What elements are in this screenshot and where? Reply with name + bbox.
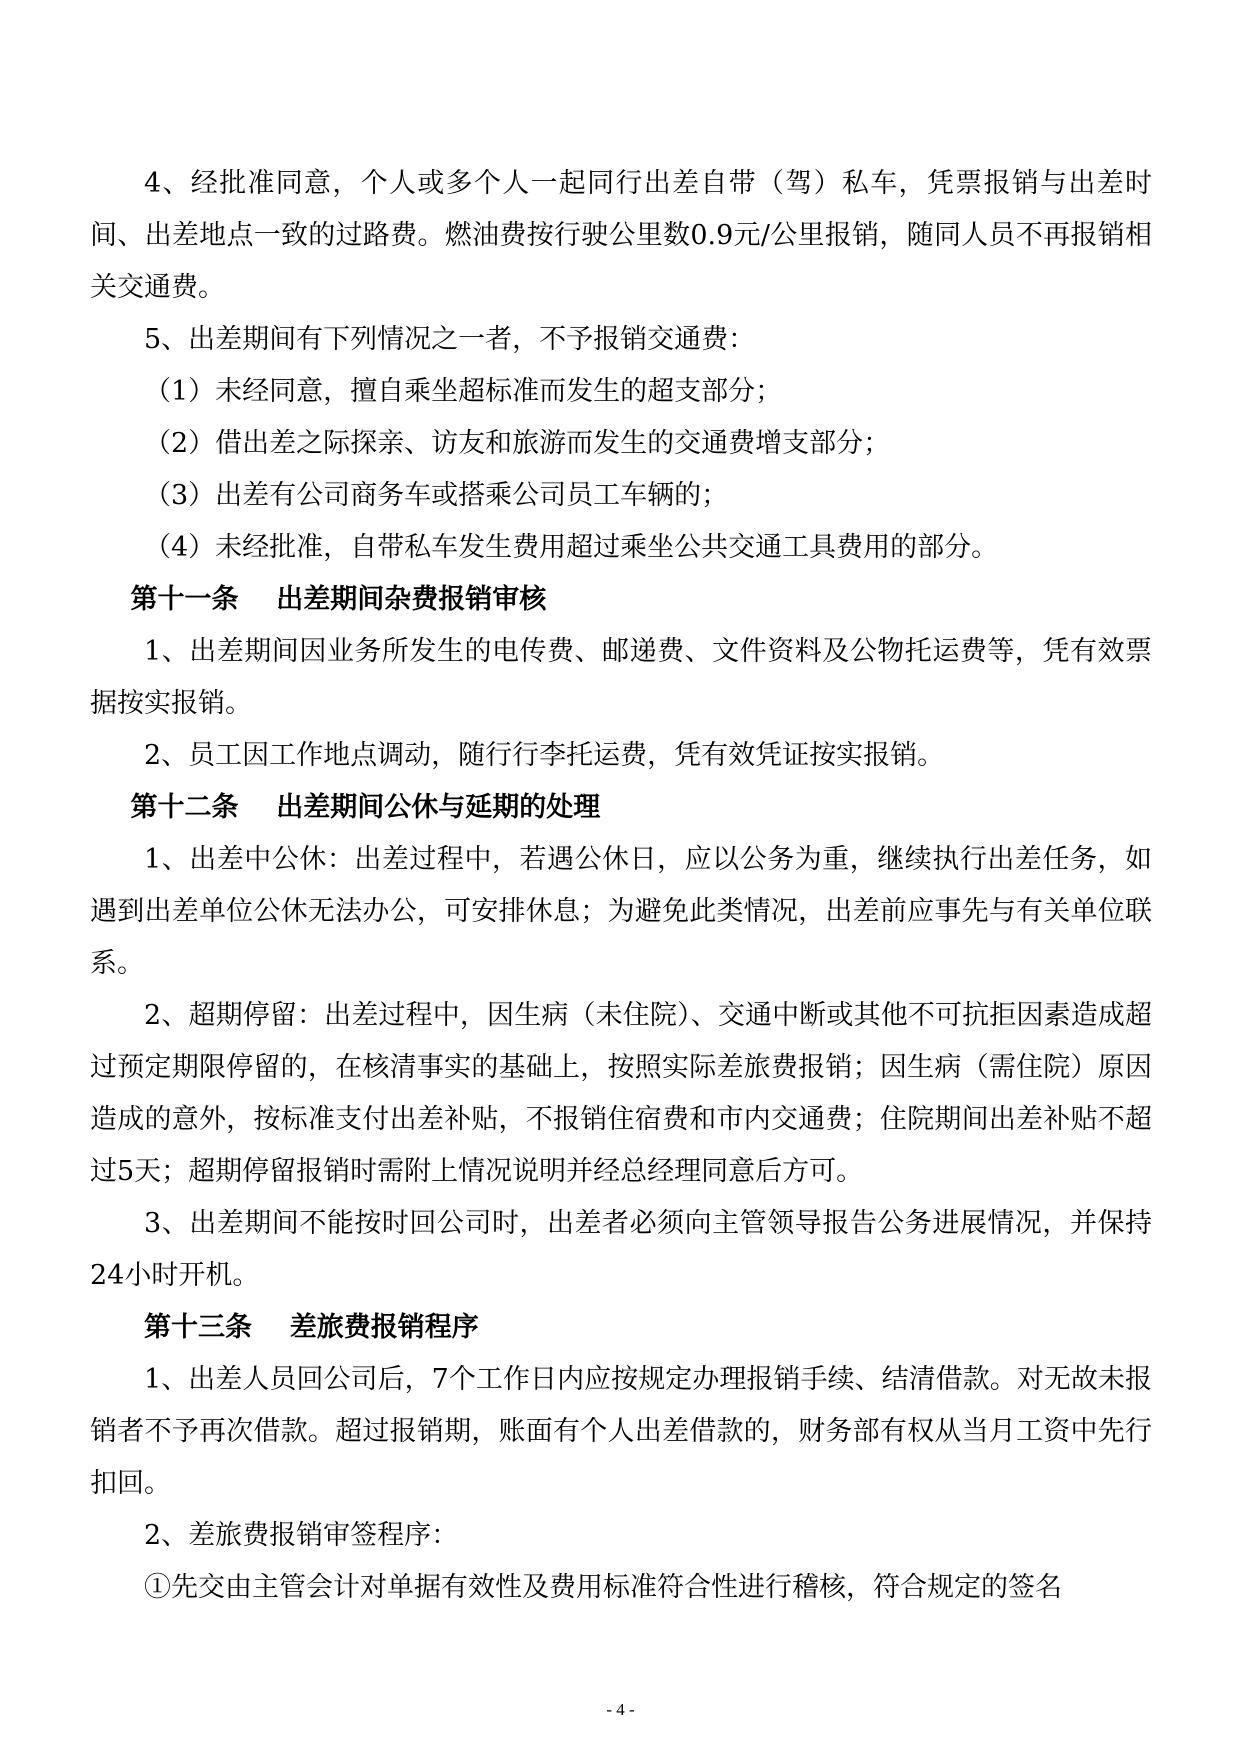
article-heading-11 [90,574,1152,626]
list-item: （4）未经批准，自带私车发生费用超过乘坐公共交通工具费用的部分。 [144,532,999,563]
article-title: 差旅费报销程序 [289,1312,479,1343]
document-page [90,158,1152,1614]
article-title: 出差期间杂费报销审核 [276,584,547,615]
paragraph: 4、经批准同意，个人或多个人一起同行出差自带（驾）私车，凭票报销与出差时间、出差地点一致的过路费。燃油费按行驶公里数0.9元/公里报销，随同人员不再报销相关交通费。 [90,168,1152,303]
paragraph: 1、出差期间因业务所发生的电传费、邮递费、文件资料及公物托运费等，凭有效票据按实报销。 [90,636,1152,719]
article-heading-12 [90,782,1152,834]
article-number: 第十三条 [144,1312,252,1343]
article-heading-13 [90,1302,1152,1354]
page-number: - 4 - [606,1700,635,1719]
list-item: （1）未经同意，擅自乘坐超标准而发生的超支部分； [144,376,783,407]
paragraph: 3、出差期间不能按时回公司时，出差者必须向主管领导报告公务进展情况，并保持24小时开机。 [90,1208,1152,1291]
paragraph: 1、出差中公休：出差过程中，若遇公休日，应以公务为重，继续执行出差任务，如遇到出差单位公休无法办公，可安排休息；为避免此类情况，出差前应事先与有关单位联系。 [90,844,1152,979]
paragraph: 5、出差期间有下列情况之一者，不予报销交通费： [144,324,756,355]
paragraph: 2、员工因工作地点调动，随行行李托运费，凭有效凭证按实报销。 [144,740,945,771]
article-title: 出差期间公休与延期的处理 [276,792,601,823]
article-number: 第十二条 [130,792,239,823]
paragraph: 1、出差人员回公司后，7个工作日内应按规定办理报销手续、结清借款。对无故未报销者不予再次借款。超过报销期，账面有个人出差借款的，财务部有权从当月工资中先行扣回。 [90,1364,1152,1499]
paragraph: 2、超期停留：出差过程中，因生病（未住院）、交通中断或其他不可抗拒因素造成超过预定期限停留的，在核清事实的基础上，按照实际差旅费报销；因生病（需住院）原因造成的意外，按标准支付出差补贴，不报销住宿费和市内交通费；住院期间出差补贴不超过5天；超期停留报销时需附上情况说明并经总经理同意后方可。 [90,1000,1152,1187]
article-number: 第十一条 [130,584,239,615]
paragraph: ①先交由主管会计对单据有效性及费用标准符合性进行稽核，符合规定的签名 [144,1572,1062,1603]
list-item: （2）借出差之际探亲、访友和旅游而发生的交通费增支部分； [144,428,891,459]
paragraph: 2、差旅费报销审签程序： [144,1520,459,1551]
list-item: （3）出差有公司商务车或搭乘公司员工车辆的； [144,480,729,511]
